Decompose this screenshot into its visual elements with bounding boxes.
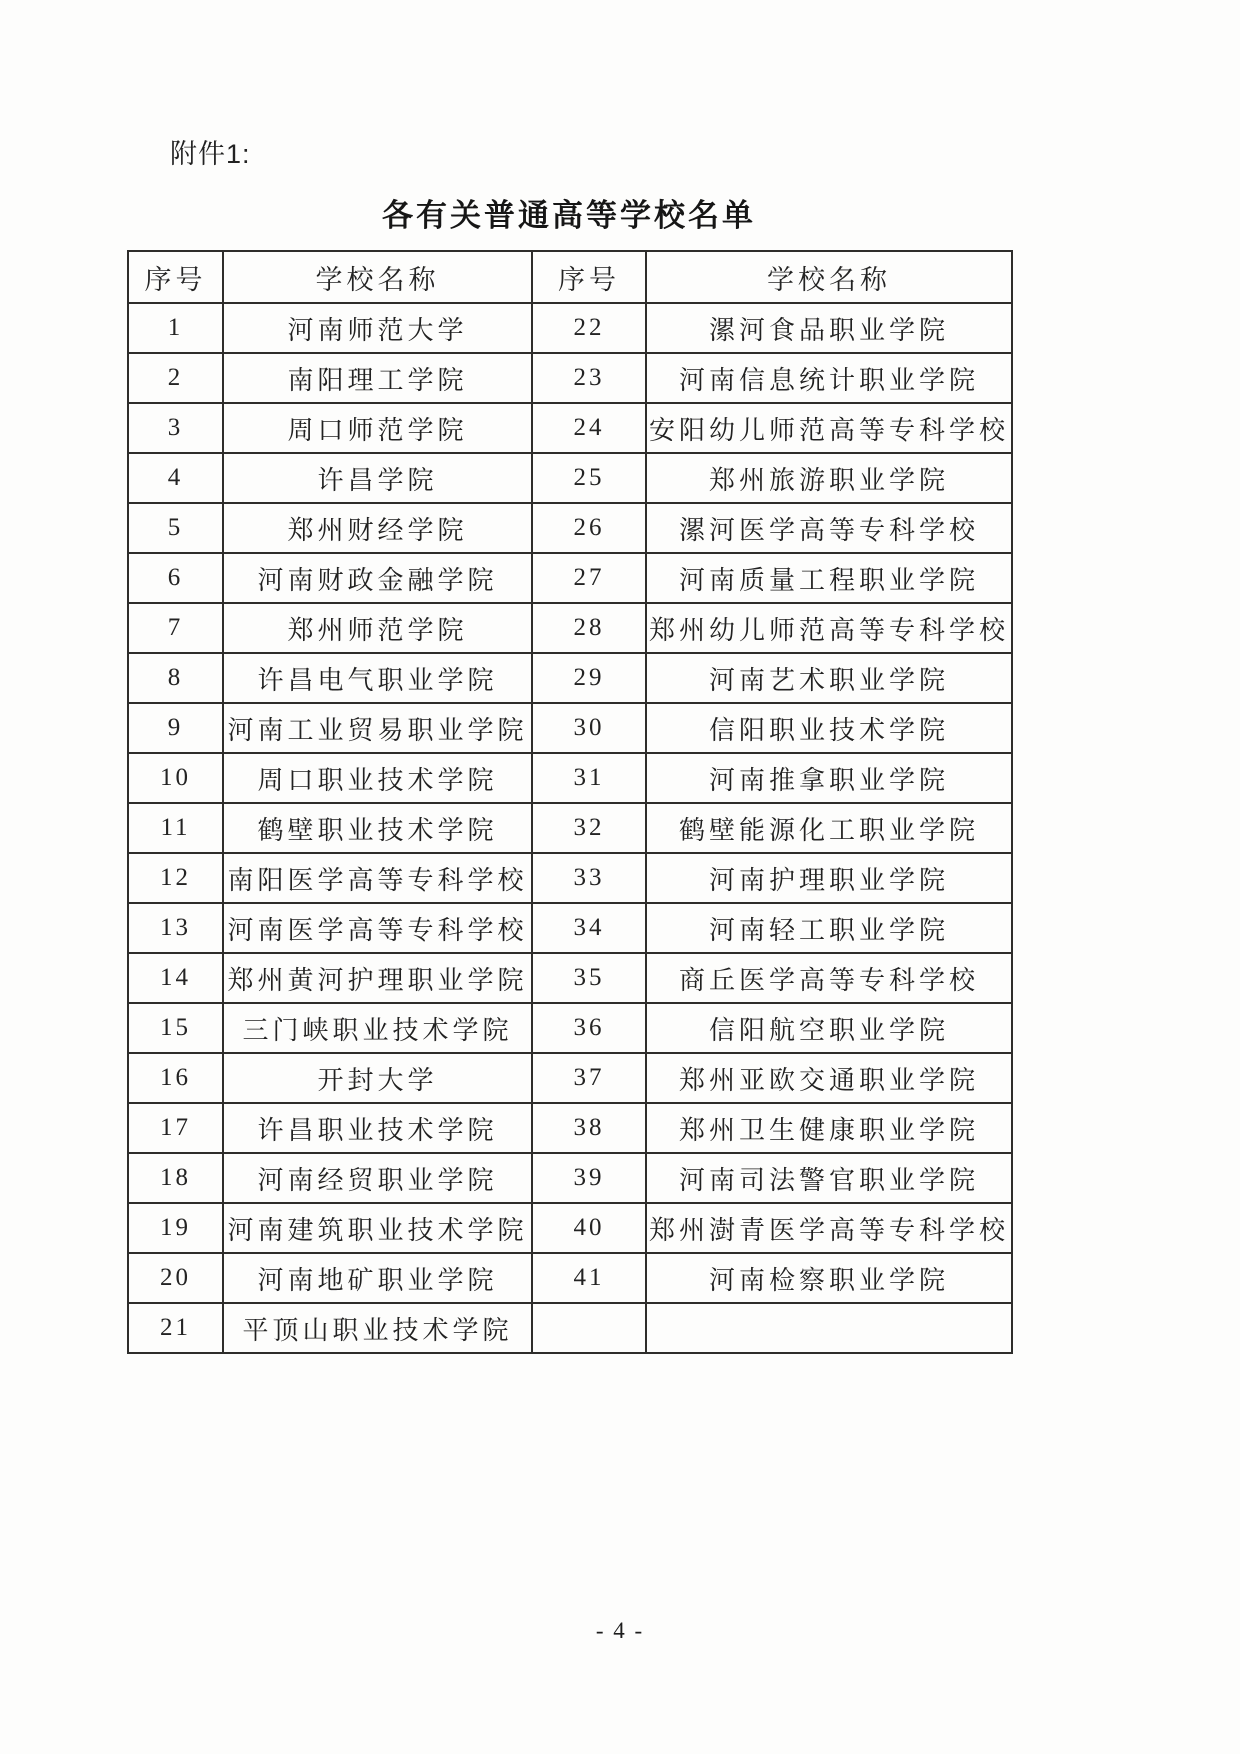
row-number-cell: 13 <box>128 903 223 953</box>
school-name-cell: 河南推拿职业学院 <box>646 753 1012 803</box>
row-number-cell: 35 <box>532 953 646 1003</box>
school-name-cell: 河南质量工程职业学院 <box>646 553 1012 603</box>
school-name-cell: 南阳理工学院 <box>223 353 532 403</box>
table-row <box>128 953 1012 1003</box>
table-header-row <box>128 251 1012 303</box>
row-number-cell: 34 <box>532 903 646 953</box>
table-row <box>128 1103 1012 1153</box>
school-name-cell: 河南艺术职业学院 <box>646 653 1012 703</box>
row-number-cell: 1 <box>128 303 223 353</box>
table-row <box>128 453 1012 503</box>
row-number-cell: 17 <box>128 1103 223 1153</box>
school-name-cell: 河南建筑职业技术学院 <box>223 1203 532 1253</box>
row-number-cell: 6 <box>128 553 223 603</box>
row-number-cell: 11 <box>128 803 223 853</box>
row-number-cell: 37 <box>532 1053 646 1103</box>
row-number-cell: 8 <box>128 653 223 703</box>
row-number-cell: 32 <box>532 803 646 853</box>
row-number-cell: 30 <box>532 703 646 753</box>
row-number-cell: 40 <box>532 1203 646 1253</box>
school-name-cell: 河南轻工职业学院 <box>646 903 1012 953</box>
row-number-cell: 23 <box>532 353 646 403</box>
school-name-cell: 开封大学 <box>223 1053 532 1103</box>
row-number-cell: 3 <box>128 403 223 453</box>
school-name-cell: 商丘医学高等专科学校 <box>646 953 1012 1003</box>
school-name-cell: 郑州财经学院 <box>223 503 532 553</box>
school-name-cell: 河南医学高等专科学校 <box>223 903 532 953</box>
table-row <box>128 553 1012 603</box>
header-school-right: 学校名称 <box>646 251 1012 303</box>
school-name-cell: 安阳幼儿师范高等专科学校 <box>646 403 1012 453</box>
school-name-cell: 漯河食品职业学院 <box>646 303 1012 353</box>
row-number-cell: 20 <box>128 1253 223 1303</box>
school-name-cell: 鹤壁职业技术学院 <box>223 803 532 853</box>
school-name-cell <box>646 1303 1012 1353</box>
row-number-cell: 4 <box>128 453 223 503</box>
table-row <box>128 1203 1012 1253</box>
school-name-cell: 南阳医学高等专科学校 <box>223 853 532 903</box>
row-number-cell: 10 <box>128 753 223 803</box>
school-name-cell: 河南工业贸易职业学院 <box>223 703 532 753</box>
page-number: - 4 - <box>595 1618 645 1643</box>
row-number-cell: 24 <box>532 403 646 453</box>
table-row <box>128 753 1012 803</box>
school-name-cell: 河南师范大学 <box>223 303 532 353</box>
row-number-cell: 15 <box>128 1003 223 1053</box>
school-name-cell: 河南司法警官职业学院 <box>646 1153 1012 1203</box>
row-number-cell: 33 <box>532 853 646 903</box>
table-row <box>128 1003 1012 1053</box>
school-name-cell: 许昌职业技术学院 <box>223 1103 532 1153</box>
school-name-cell: 河南地矿职业学院 <box>223 1253 532 1303</box>
school-name-cell: 河南经贸职业学院 <box>223 1153 532 1203</box>
row-number-cell <box>532 1303 646 1353</box>
school-name-cell: 平顶山职业技术学院 <box>223 1303 532 1353</box>
school-name-cell: 河南护理职业学院 <box>646 853 1012 903</box>
school-name-cell: 郑州师范学院 <box>223 603 532 653</box>
row-number-cell: 25 <box>532 453 646 503</box>
table-row <box>128 903 1012 953</box>
row-number-cell: 39 <box>532 1153 646 1203</box>
school-name-cell: 鹤壁能源化工职业学院 <box>646 803 1012 853</box>
row-number-cell: 26 <box>532 503 646 553</box>
row-number-cell: 12 <box>128 853 223 903</box>
school-name-cell: 周口师范学院 <box>223 403 532 453</box>
table-row <box>128 503 1012 553</box>
row-number-cell: 27 <box>532 553 646 603</box>
table-row <box>128 853 1012 903</box>
row-number-cell: 41 <box>532 1253 646 1303</box>
row-number-cell: 38 <box>532 1103 646 1153</box>
school-name-cell: 郑州幼儿师范高等专科学校 <box>646 603 1012 653</box>
table-row <box>128 353 1012 403</box>
row-number-cell: 16 <box>128 1053 223 1103</box>
table-row <box>128 653 1012 703</box>
table-row <box>128 403 1012 453</box>
table-row <box>128 1153 1012 1203</box>
row-number-cell: 5 <box>128 503 223 553</box>
attachment-label: 附件1: <box>170 139 251 169</box>
school-name-cell: 郑州黄河护理职业学院 <box>223 953 532 1003</box>
table-row <box>128 603 1012 653</box>
table-row <box>128 1053 1012 1103</box>
school-name-cell: 郑州亚欧交通职业学院 <box>646 1053 1012 1103</box>
school-name-cell: 郑州澍青医学高等专科学校 <box>646 1203 1012 1253</box>
school-name-cell: 许昌学院 <box>223 453 532 503</box>
row-number-cell: 36 <box>532 1003 646 1053</box>
school-name-cell: 周口职业技术学院 <box>223 753 532 803</box>
row-number-cell: 29 <box>532 653 646 703</box>
row-number-cell: 9 <box>128 703 223 753</box>
row-number-cell: 21 <box>128 1303 223 1353</box>
school-name-cell: 许昌电气职业学院 <box>223 653 532 703</box>
header-school-left: 学校名称 <box>223 251 532 303</box>
table-body <box>128 303 1012 1353</box>
table-row <box>128 1253 1012 1303</box>
school-name-cell: 信阳航空职业学院 <box>646 1003 1012 1053</box>
school-list-table <box>127 250 1013 1354</box>
table-row <box>128 803 1012 853</box>
school-name-cell: 信阳职业技术学院 <box>646 703 1012 753</box>
table-row <box>128 1303 1012 1353</box>
row-number-cell: 31 <box>532 753 646 803</box>
row-number-cell: 7 <box>128 603 223 653</box>
school-name-cell: 河南财政金融学院 <box>223 553 532 603</box>
table-row <box>128 303 1012 353</box>
row-number-cell: 18 <box>128 1153 223 1203</box>
row-number-cell: 22 <box>532 303 646 353</box>
school-name-cell: 郑州卫生健康职业学院 <box>646 1103 1012 1153</box>
school-name-cell: 漯河医学高等专科学校 <box>646 503 1012 553</box>
school-name-cell: 河南检察职业学院 <box>646 1253 1012 1303</box>
row-number-cell: 2 <box>128 353 223 403</box>
school-name-cell: 三门峡职业技术学院 <box>223 1003 532 1053</box>
row-number-cell: 19 <box>128 1203 223 1253</box>
table-row <box>128 703 1012 753</box>
row-number-cell: 14 <box>128 953 223 1003</box>
school-name-cell: 郑州旅游职业学院 <box>646 453 1012 503</box>
school-name-cell: 河南信息统计职业学院 <box>646 353 1012 403</box>
page-title: 各有关普通高等学校名单 <box>382 198 756 233</box>
row-number-cell: 28 <box>532 603 646 653</box>
header-serial-left: 序号 <box>128 251 223 303</box>
header-serial-right: 序号 <box>532 251 646 303</box>
